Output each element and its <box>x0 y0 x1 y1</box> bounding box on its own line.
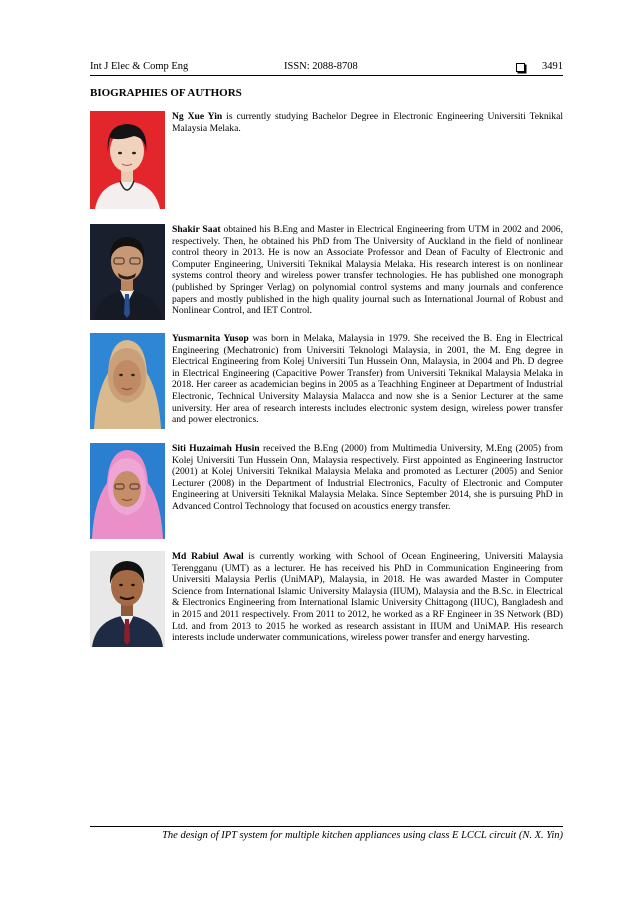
issn: ISSN: 2088-8708 <box>284 61 358 72</box>
author-photo <box>90 551 165 647</box>
author-bio-text <box>172 551 563 644</box>
square-icon <box>516 63 525 72</box>
footer-rule <box>90 826 563 827</box>
author-bio-text <box>172 443 563 513</box>
journal-name: Int J Elec & Comp Eng <box>90 61 189 72</box>
author-bio-body: is currently working with School of Ocean Engineering, Universiti Malaysia Terengganu (UMT) as a lecturer. He has received his PhD in Communication Engineering from Universiti Malaysia Perlis (UniMAP), Malaysia, in 2018. He was awarded Master in Computer Science from International Islamic University Malaysia (IIUM), Malaysia and the B.Sc. in Electrical & Electronics Engineering from International Islamic University Chittagong (IIUC), Bangladesh and in 2015 and 2011 respectively. From 2011 to 2012, he worked as a RF Engineer in 3S Network (BD) Ltd. and from 2013 to 2015 he worked as research assistant in IIUM and UniMAP. His research interests include underwater communications, wireless power transfer and energy harvesting. <box>172 551 563 644</box>
author-bio-body: was born in Melaka, Malaysia in 1979. She received the B. Eng in Electrical Engineering (Mechatronic) from Universiti Teknologi Malaysia, in 2001, the M. Eng degree in Electrical Engineering from Kolej Universiti Tun Hussein Onn, Malaysia, in 2004 and Ph. D degree in Electrical Engineering (Capacitive Power Transfer) from Universiti Teknikal Malaysia Melaka in 2018. Her career as academician begins in 2005 as a Teachhing Engineer at Department of Industrial Electronic, Technical University Malaysia Malacca and now she is a Senior Lecturer at the same university. Her area of research interests includes electronic system design, wireless power transfer and power electronics. <box>172 333 563 426</box>
author-name: Siti Huzaimah Husin <box>172 443 260 454</box>
header-rule <box>90 75 563 76</box>
author-photo <box>90 111 165 209</box>
author-bio-body: is currently studying Bachelor Degree in Electronic Engineering Universiti Teknikal Malaysia Melaka. <box>172 111 564 134</box>
running-footer: The design of IPT system for multiple kitchen appliances using class E LCCL circuit (N. X. Yin) <box>162 830 563 841</box>
author-photo <box>90 443 165 539</box>
author-bio-body: obtained his B.Eng and Master in Electrical Engineering from UTM in 2002 and 2006, respectively. Then, he obtained his PhD from The University of Auckland in the field of nonlinear control theory in 2013. He is now an Associate Professor and Dean of Faculty of Electronic and Computer Engineering, Universiti Teknikal Malaysia Melaka. His research interest is on nonlinear systems control theory and wireless power transfer technologies. He has published one monograph (published by Springer Verlag) on polynomial control systems and many journals and conference papers and mostly published in the high quality journal such as International Journal of Robust and Nonlinear Control, and IET Control. <box>172 224 563 317</box>
author-bio-body: received the B.Eng (2000) from Multimedia University, M.Eng (2005) from Kolej Universiti Tun Hussein Onn, Malaysia respectively. First appointed as Engineering Instructor (2001) at Kolej Universiti Teknikal Malaysia Melaka and promoted as Lecturer (2005) and Senior Lecturer (2008) in the Department of Industrial Electronics, Faculty of Electronic and Computer Engineering at Universiti Teknikal Malaysia Melaka. Since September 2014, she is pursuing PhD in Advanced Control Technology that focused on acoustics energy transfer. <box>172 443 563 512</box>
page-number: 3491 <box>542 61 563 72</box>
author-photo <box>90 333 165 429</box>
author-name: Ng Xue Yin <box>172 111 223 122</box>
author-bio-text <box>172 111 563 134</box>
running-header <box>90 60 563 74</box>
author-name: Shakir Saat <box>172 224 221 235</box>
author-bio-text <box>172 224 563 317</box>
author-bio-text <box>172 333 563 426</box>
page-number-group <box>516 60 563 74</box>
author-name: Md Rabiul Awal <box>172 551 244 562</box>
author-photo <box>90 224 165 320</box>
author-name: Yusmarnita Yusop <box>172 333 249 344</box>
section-title: BIOGRAPHIES OF AUTHORS <box>90 87 242 99</box>
